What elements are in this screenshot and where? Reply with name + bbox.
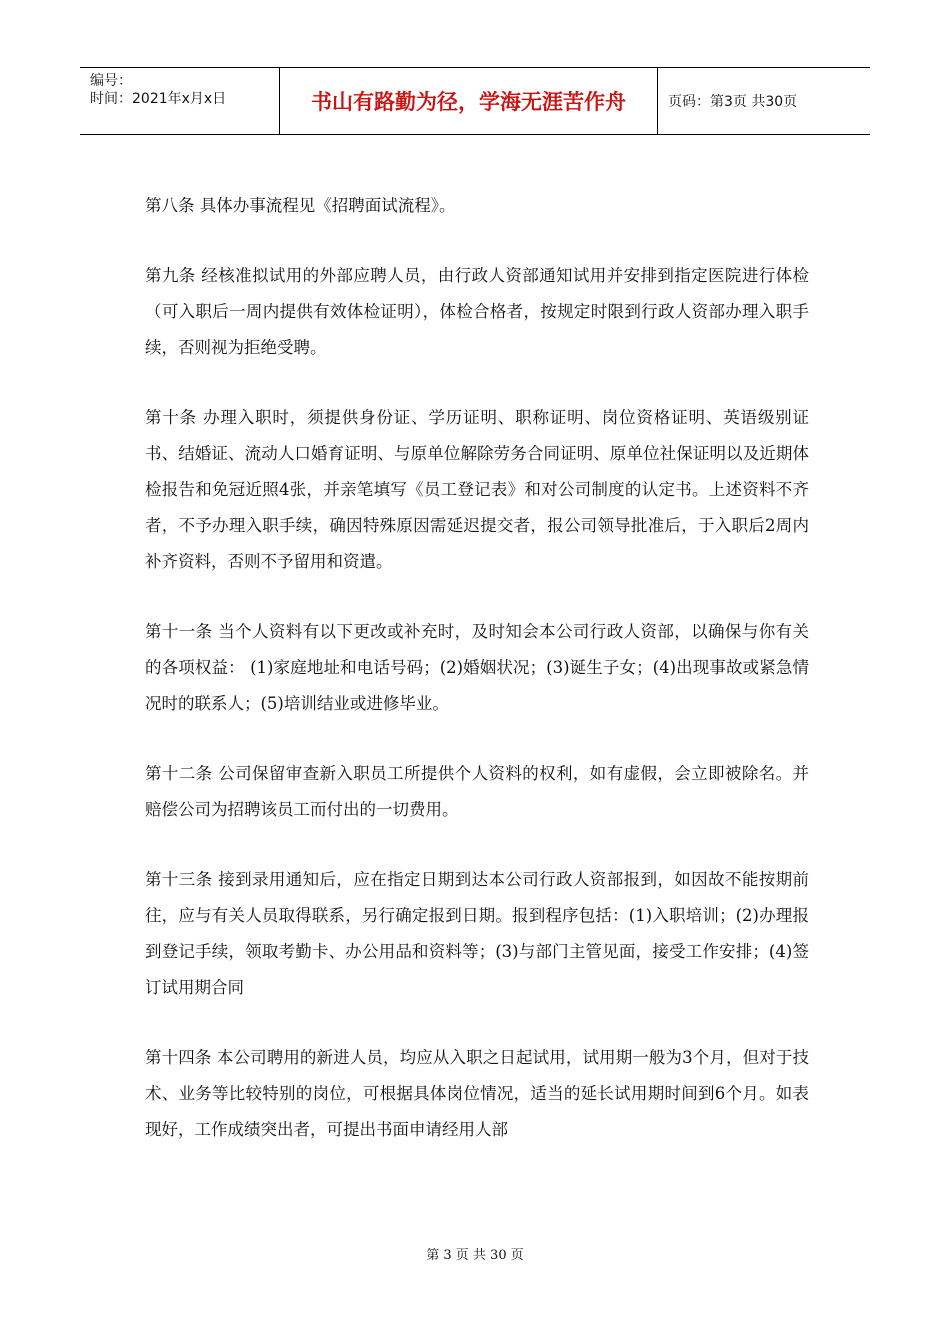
article-9: 第九条 经核准拟试用的外部应聘人员，由行政人资部通知试用并安排到指定医院进行体检（可入职后一周内提供有效体检证明），体检合格者，按规定时限到行政人资部办理入职手续，否则视为拒绝受聘。	[145, 266, 809, 357]
header-page-info: 页码：第3页 共30页	[668, 94, 798, 110]
document-time-label: 时间：2021年x月x日	[90, 91, 227, 107]
document-number-label: 编号：	[90, 73, 132, 89]
article-12: 第十二条 公司保留审查新入职员工所提供个人资料的权利，如有虚假，会立即被除名。并赔偿公司为招聘该员工而付出的一切费用。	[145, 764, 809, 819]
article-13: 第十三条 接到录用通知后，应在指定日期到达本公司行政人资部报到，如因故不能按期前往，应与有关人员取得联系，另行确定报到日期。报到程序包括：(1)入职培训；(2)办理报到登记手续，领取考勤卡、办公用品和资料等；(3)与部门主管见面，接受工作安排；(4)签订试用期合同	[145, 870, 809, 997]
header-meta	[80, 68, 280, 134]
page-footer: 第 3 页 共 30 页	[426, 1248, 524, 1263]
article-10: 第十条 办理入职时，须提供身份证、学历证明、职称证明、岗位资格证明、英语级别证书、结婚证、流动人口婚育证明、与原单位解除劳务合同证明、原单位社保证明以及近期体检报告和免冠近照4张，并亲笔填写《员工登记表》和对公司制度的认定书。上述资料不齐者，不予办理入职手续，确因特殊原因需延迟提交者，报公司领导批准后，于入职后2周内补齐资料，否则不予留用和资遣。	[145, 408, 809, 571]
article-8: 第八条 具体办事流程见《招聘面试流程》。	[145, 196, 456, 215]
header-motto: 书山有路勤为径，学海无涯苦作舟	[280, 68, 658, 134]
article-14: 第十四条 本公司聘用的新进人员，均应从入职之日起试用，试用期一般为3个月，但对于技术、业务等比较特别的岗位，可根据具体岗位情况，适当的延长试用期时间到6个月。如表现好，工作成绩突出者，可提出书面申请经用人部	[145, 1048, 809, 1139]
document-body	[145, 188, 809, 1182]
page-header	[80, 67, 870, 135]
article-11: 第十一条 当个人资料有以下更改或补充时，及时知会本公司行政人资部，以确保与你有关的各项权益： (1)家庭地址和电话号码；(2)婚姻状况；(3)诞生子女；(4)出现事故或紧急情况时的联系人；(5)培训结业或进修毕业。	[145, 622, 809, 713]
